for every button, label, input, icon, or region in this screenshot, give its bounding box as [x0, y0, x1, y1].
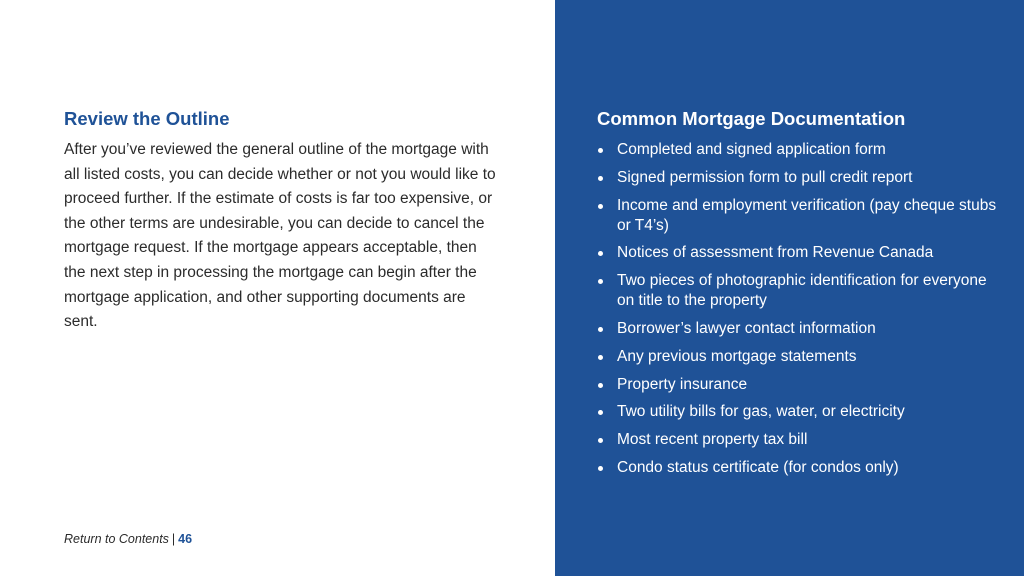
- list-item-text: Completed and signed application form: [617, 141, 886, 158]
- bullet-icon: [598, 438, 603, 443]
- documentation-panel: [555, 0, 1024, 576]
- list-item-text: Any previous mortgage statements: [617, 347, 857, 365]
- list-item-text: Property insurance: [617, 375, 748, 393]
- bullet-icon: [598, 251, 603, 256]
- footer: [64, 531, 192, 547]
- list-item: [597, 140, 997, 160]
- bullet-icon: [598, 279, 603, 284]
- list-item-text: Most recent property tax bill: [617, 431, 808, 449]
- list-item-text: Two utility bills for gas, water, or electricity: [617, 403, 905, 421]
- list-item-text: Signed permission form to pull credit report: [617, 168, 913, 186]
- return-to-contents-link[interactable]: Return to Contents: [64, 532, 169, 546]
- list-item: [597, 243, 997, 263]
- list-item-text: Two pieces of photographic identification for everyone on title to the property: [617, 272, 987, 310]
- list-item: [597, 458, 997, 478]
- list-item: [597, 430, 997, 450]
- list-item-text: Borrower’s lawyer contact information: [617, 319, 876, 337]
- list-item: [597, 319, 997, 339]
- list-item: [597, 375, 997, 395]
- bullet-icon: [598, 176, 603, 181]
- list-item: [597, 196, 997, 236]
- footer-separator: |: [171, 532, 176, 546]
- list-item-text: Income and employment verification (pay cheque stubs or T4’s): [617, 196, 997, 234]
- bullet-icon: [598, 410, 603, 415]
- documentation-heading: Common Mortgage Documentation: [597, 108, 906, 129]
- page-number: 46: [178, 532, 193, 546]
- list-item: [597, 271, 997, 311]
- list-item: [597, 402, 997, 422]
- list-item: [597, 347, 997, 367]
- list-item-text: Condo status certificate (for condos only): [617, 458, 899, 476]
- bullet-icon: [598, 148, 603, 153]
- section-body-text: After you’ve reviewed the general outline of the mortgage with all listed costs, you can decide whether or not you would like to proceed further. If the estimate of costs is far too expensive, or the other terms are undesirable, you can decide to cancel the mortgage request. If the mortgage appears acceptable, then the next step in processing the mortgage can begin after the mortgage application, and other supporting documents are sent.: [64, 141, 496, 331]
- bullet-icon: [598, 383, 603, 388]
- bullet-icon: [598, 204, 603, 209]
- bullet-icon: [598, 466, 603, 471]
- list-item-text: Notices of assessment from Revenue Canada: [617, 244, 934, 262]
- documentation-list: [597, 140, 997, 486]
- list-item: [597, 168, 997, 188]
- bullet-icon: [598, 327, 603, 332]
- section-heading: Review the Outline: [64, 108, 230, 129]
- bullet-icon: [598, 355, 603, 360]
